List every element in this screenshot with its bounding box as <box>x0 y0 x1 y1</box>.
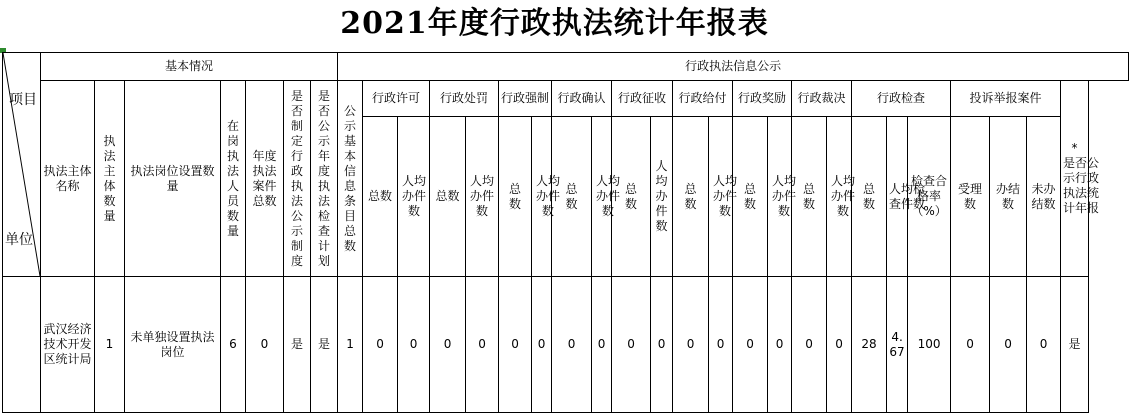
header-info-count <box>338 81 363 277</box>
header-complaint-accepted-text: 受理数 <box>958 181 983 211</box>
header-payment-total-text: 总数 <box>684 181 697 211</box>
cell-inspect-avg: 4.67 <box>887 277 908 413</box>
header-has-plan <box>311 81 338 277</box>
cell-penalty-avg: 0 <box>466 277 499 413</box>
header-penalty-total <box>430 117 466 277</box>
cell-confirm-total: 0 <box>552 277 592 413</box>
cell-inspect-rate: 100 <box>908 277 951 413</box>
cell-payment-avg: 0 <box>709 277 733 413</box>
header-complaint-unclosed <box>1027 117 1061 277</box>
header-enforce-avg-text: 人均办件数 <box>536 174 561 218</box>
cell-staff-count: 6 <box>221 277 246 413</box>
header-entity-name: 执法主体名称 <box>41 81 95 277</box>
header-inspect-rate-text: 检查合格率（%） <box>911 174 948 218</box>
cell-license-avg: 0 <box>398 277 430 413</box>
header-penalty-avg <box>466 117 499 277</box>
cell-is-public: 是 <box>1061 277 1089 413</box>
header-has-plan-text: 是否公示年度执法检查计划 <box>318 88 331 268</box>
group-header-levy: 行政征收 <box>612 81 673 117</box>
header-post-count: 执法岗位设置数量 <box>125 81 221 277</box>
group-header-ruling: 行政裁决 <box>792 81 852 117</box>
cell-case-total: 0 <box>246 277 284 413</box>
header-payment-avg <box>709 117 738 277</box>
header-enforce-total <box>499 117 532 277</box>
header-staff-count-text: 在岗执法人员数量 <box>226 118 239 238</box>
cell-penalty-total: 0 <box>430 277 466 413</box>
header-payment-avg-text: 人均办件数 <box>713 174 738 218</box>
cell-entity-count: 1 <box>95 277 125 413</box>
header-entity-count <box>95 81 125 277</box>
header-has-system <box>284 81 311 277</box>
header-enforce-avg <box>532 117 561 277</box>
cell-has-system: 是 <box>284 277 311 413</box>
group-header-confirm: 行政确认 <box>552 81 612 117</box>
cell-payment-total: 0 <box>673 277 709 413</box>
header-inspect-avg <box>887 117 926 277</box>
header-levy-avg <box>651 117 673 277</box>
header-complaint-closed <box>990 117 1027 277</box>
header-penalty-total-text: 总数 <box>435 189 460 203</box>
cell-complaint-accepted: 0 <box>951 277 990 413</box>
group-header-complaint: 投诉举报案件 <box>951 81 1061 117</box>
header-enforce-total-text: 总数 <box>509 181 522 211</box>
header-is-public-text: 是否公示行政执法统计年报 <box>1063 156 1100 215</box>
cell-levy-avg: 0 <box>651 277 673 413</box>
header-inspect-avg-text: 人均检查件数 <box>889 181 926 211</box>
group-header-inspect: 行政检查 <box>852 81 951 117</box>
header-case-total-text: 年度执法案件总数 <box>252 148 277 208</box>
cell-complaint-unclosed: 0 <box>1027 277 1061 413</box>
cell-levy-total: 0 <box>612 277 651 413</box>
group-header-license: 行政许可 <box>363 81 430 117</box>
table-row <box>3 277 1129 413</box>
cell-info-count: 1 <box>338 277 363 413</box>
cell-has-plan: 是 <box>311 277 338 413</box>
header-reward-total-text: 总数 <box>744 181 757 211</box>
cell-post-count: 未单独设置执法岗位 <box>125 277 221 413</box>
group-header-enforce: 行政强制 <box>499 81 552 117</box>
header-is-public <box>1061 81 1100 277</box>
header-reward-avg <box>768 117 797 277</box>
header-confirm-total-text: 总数 <box>565 181 578 211</box>
cell-enforce-avg: 0 <box>532 277 552 413</box>
header-inspect-rate <box>908 117 951 277</box>
group-header-reward: 行政奖励 <box>733 81 792 117</box>
cell-enforce-total: 0 <box>499 277 532 413</box>
cell-reward-total: 0 <box>733 277 768 413</box>
cell-ruling-total: 0 <box>792 277 827 413</box>
cell-complaint-closed: 0 <box>990 277 1027 413</box>
header-license-total <box>363 117 398 277</box>
cell-blank <box>3 277 41 413</box>
header-case-total <box>246 81 284 277</box>
header-license-avg-text: 人均办件数 <box>402 174 427 218</box>
statistics-table <box>2 52 1129 413</box>
cell-license-total: 0 <box>363 277 398 413</box>
header-payment-total <box>673 117 709 277</box>
header-reward-avg-text: 人均办件数 <box>772 174 797 218</box>
header-ruling-avg <box>827 117 856 277</box>
cell-inspect-total: 28 <box>852 277 887 413</box>
header-complaint-unclosed-text: 未办结数 <box>1031 181 1056 211</box>
header-is-public-star: * <box>1071 141 1078 155</box>
corner-header-cell <box>3 53 41 277</box>
group-header-payment: 行政给付 <box>673 81 733 117</box>
header-license-avg <box>398 117 430 277</box>
corner-label-unit: 单位 <box>5 232 33 248</box>
cell-reward-avg: 0 <box>768 277 792 413</box>
header-confirm-avg-text: 人均办件数 <box>596 174 621 218</box>
header-ruling-total-text: 总数 <box>803 181 816 211</box>
header-levy-total-text: 总数 <box>625 181 638 211</box>
header-inspect-total-text: 总数 <box>863 181 876 211</box>
header-levy-avg-text: 人均办件数 <box>655 159 668 233</box>
header-info-count-text: 公示基本信息条目总数 <box>344 103 357 253</box>
group-header-penalty: 行政处罚 <box>430 81 499 117</box>
corner-label-item: 项目 <box>9 92 37 108</box>
header-penalty-avg-text: 人均办件数 <box>470 174 495 218</box>
header-complaint-closed-text: 办结数 <box>996 181 1021 211</box>
group-header-publicity: 行政执法信息公示 <box>338 53 1129 81</box>
header-entity-count-text: 执法主体数量 <box>103 133 116 223</box>
header-staff-count <box>221 81 246 277</box>
cell-entity-name: 武汉经济技术开发区统计局 <box>41 277 95 413</box>
cell-confirm-avg: 0 <box>592 277 612 413</box>
header-ruling-avg-text: 人均办件数 <box>831 174 856 218</box>
header-has-system-text: 是否制定行政执法公示制度 <box>290 88 303 268</box>
group-header-basic: 基本情况 <box>41 53 338 81</box>
header-confirm-avg <box>592 117 621 277</box>
header-complaint-accepted <box>951 117 990 277</box>
cell-ruling-avg: 0 <box>827 277 852 413</box>
report-title: 2021年度行政执法统计年报表 <box>340 6 769 41</box>
header-license-total-text: 总数 <box>368 189 393 203</box>
